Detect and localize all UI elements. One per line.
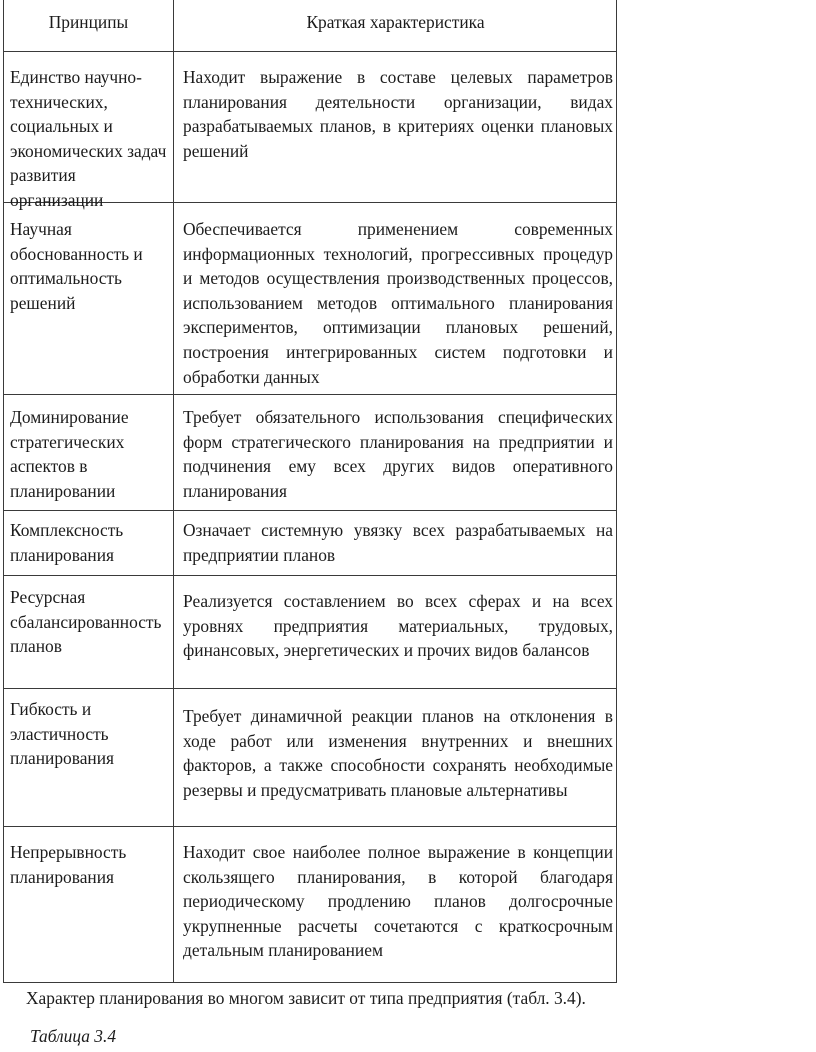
principle-resource: Ресурсная сбалансированность планов — [10, 587, 162, 657]
principles-table — [3, 0, 617, 983]
description-scientific: Обеспечивается применением современных информационных технологий, прогрессивных процедур и методов осуществления производственных процессов, использованием методов оптимального планирования экспериментов, оптимизации плановых решений, построения интегрированных систем подготовки и обработки данных — [183, 219, 613, 387]
body-paragraph: Характер планирования во многом зависит от типа предприятия (табл. 3.4). — [26, 988, 586, 1008]
row-divider — [4, 575, 616, 576]
table-caption: Таблица 3.4 — [30, 1026, 117, 1046]
principle-scientific: Научная обоснованность и оптимальность решений — [10, 219, 143, 313]
description-continuity: Находит свое наиболее полное выражение в концепции скользящего планирования, в которой благодаря периодическому продлению планов долгосрочные укрупненные расчеты сочетаются с краткосрочным детальным планированием — [183, 842, 613, 961]
row-divider — [4, 826, 616, 827]
principle-flexibility: Гибкость и эластичность планирования — [10, 699, 115, 769]
principle-complex: Комплексность планирования — [10, 520, 124, 565]
row-divider — [4, 688, 616, 689]
row-divider — [4, 394, 616, 395]
description-strategic: Требует обязательного использования специфических форм стратегического планирования на предприятии и подчинения ему всех других видов оперативного планирования — [183, 407, 613, 501]
column-divider — [173, 0, 174, 982]
principle-unity: Единство научно-технических, социальных и экономических задач развития организации — [10, 67, 167, 210]
header-principles: Принципы — [48, 12, 129, 32]
description-unity: Находит выражение в составе целевых параметров планирования деятельности организации, видах разрабатываемых планов, в критериях оценки плановых решений — [183, 67, 613, 161]
row-divider — [4, 510, 616, 511]
description-complex: Означает системную увязку всех разрабатываемых на предприятии планов — [183, 520, 613, 565]
description-flexibility: Требует динамичной реакции планов на отклонения в ходе работ или изменения внутренних и внешних факторов, а также способности сохранять необходимые резервы и предусматривать плановые альтернативы — [183, 706, 613, 800]
row-divider — [4, 51, 616, 52]
header-description: Краткая характеристика — [306, 12, 485, 32]
description-resource: Реализуется составлением во всех сферах и на всех уровнях предприятия материальных, трудовых, финансовых, энергетических и прочих видов балансов — [183, 591, 613, 661]
principle-strategic: Доминирование стратегических аспектов в планировании — [10, 407, 129, 501]
principle-continuity: Непрерывность планирования — [10, 842, 127, 887]
